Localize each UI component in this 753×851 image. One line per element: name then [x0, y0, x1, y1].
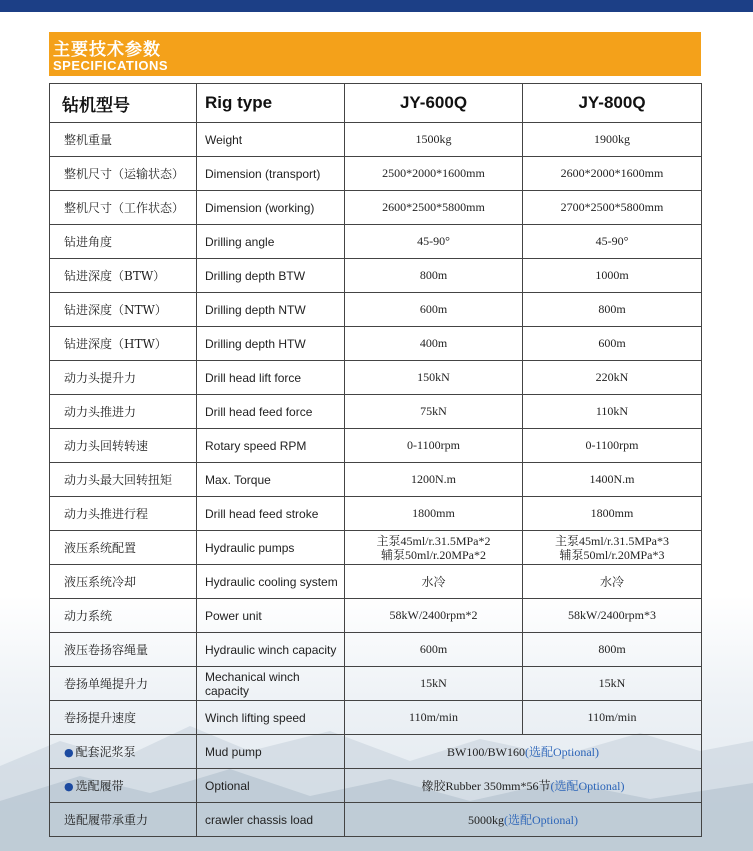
optional-note: (选配Optional) — [525, 745, 599, 759]
column-header-jy600q: JY-600Q — [345, 84, 523, 123]
value-jy600q: 600m — [345, 633, 523, 667]
row-label-cn: 动力头推进行程 — [50, 497, 197, 531]
value-jy600q: 110m/min — [345, 701, 523, 735]
row-label-en: Hydraulic winch capacity — [197, 633, 345, 667]
value-jy600q: 2600*2500*5800mm — [345, 191, 523, 225]
row-label-cn: 钻进深度（HTW） — [50, 327, 197, 361]
row-label-en: Mechanical winch capacity — [197, 667, 345, 701]
table-row — [50, 633, 702, 667]
table-row — [50, 463, 702, 497]
value-jy800q: 45-90° — [523, 225, 702, 259]
table-row — [50, 395, 702, 429]
row-label-cn: 液压系统冷却 — [50, 565, 197, 599]
table-row — [50, 259, 702, 293]
optional-note: (选配Optional) — [550, 779, 625, 793]
row-label-cn: 动力头提升力 — [50, 361, 197, 395]
value-jy800q: 15kN — [523, 667, 702, 701]
value-jy600q: 800m — [345, 259, 523, 293]
main-pump-value: 主泵45ml/r.31.5MPa*3 — [554, 533, 669, 548]
value-jy800q: 800m — [523, 293, 702, 327]
value-jy600q: 45-90° — [345, 225, 523, 259]
row-label-cn: 动力头推进力 — [50, 395, 197, 429]
row-label-text: 选配履带 — [75, 779, 124, 793]
table-row — [50, 429, 702, 463]
value-shared — [345, 803, 702, 837]
row-label-en: Drilling depth HTW — [197, 327, 345, 361]
value-jy600q: 15kN — [345, 667, 523, 701]
row-label-cn: 整机尺寸（运输状态） — [50, 157, 197, 191]
column-header-rig-type: Rig type — [197, 84, 345, 123]
row-label-en: Hydraulic pumps — [197, 531, 345, 565]
table-row — [50, 327, 702, 361]
table-row — [50, 293, 702, 327]
value-jy800q: 800m — [523, 633, 702, 667]
table-header-row — [50, 84, 702, 123]
row-label-en: Max. Torque — [197, 463, 345, 497]
row-label-cn: 卷扬单绳提升力 — [50, 667, 197, 701]
value-jy600q: 75kN — [345, 395, 523, 429]
row-label-cn: 液压卷扬容绳量 — [50, 633, 197, 667]
row-label-cn: 整机重量 — [50, 123, 197, 157]
row-label-cn: 动力系统 — [50, 599, 197, 633]
row-label-cn: 液压系统配置 — [50, 531, 197, 565]
optional-note: (选配Optional) — [504, 813, 578, 827]
row-label-cn — [50, 769, 197, 803]
value-shared — [345, 769, 702, 803]
table-row — [50, 191, 702, 225]
row-label-en: Winch lifting speed — [197, 701, 345, 735]
value-jy600q: 400m — [345, 327, 523, 361]
row-label-cn: 钻进深度（BTW） — [50, 259, 197, 293]
value-jy800q: 220kN — [523, 361, 702, 395]
table-row — [50, 531, 702, 565]
shared-value-text: 5000kg — [468, 813, 504, 827]
value-jy600q: 1800mm — [345, 497, 523, 531]
row-label-en: crawler chassis load — [197, 803, 345, 837]
row-label-cn: 动力头最大回转扭矩 — [50, 463, 197, 497]
value-jy800q: 110m/min — [523, 701, 702, 735]
table-row — [50, 361, 702, 395]
row-label-en: Weight — [197, 123, 345, 157]
row-label-en: Rotary speed RPM — [197, 429, 345, 463]
table-row — [50, 701, 702, 735]
row-label-en: Drilling angle — [197, 225, 345, 259]
value-jy800q: 水冷 — [523, 565, 702, 599]
column-header-cn: 钻机型号 — [50, 84, 197, 123]
shared-value-text: BW100/BW160 — [447, 745, 525, 759]
section-title-en: SPECIFICATIONS — [53, 58, 169, 73]
row-label-en: Power unit — [197, 599, 345, 633]
table-row — [50, 123, 702, 157]
table-row — [50, 769, 702, 803]
value-jy800q: 0-1100rpm — [523, 429, 702, 463]
table-row — [50, 565, 702, 599]
row-label-cn: 钻进深度（NTW） — [50, 293, 197, 327]
table-row — [50, 599, 702, 633]
table-row — [50, 157, 702, 191]
main-pump-value: 主泵45ml/r.31.5MPa*2 — [376, 533, 491, 548]
value-jy600q — [345, 531, 523, 565]
value-jy800q: 2700*2500*5800mm — [523, 191, 702, 225]
value-shared — [345, 735, 702, 769]
row-label-en: Drill head feed force — [197, 395, 345, 429]
row-label-text: 配套泥浆泵 — [75, 745, 136, 759]
top-bar — [0, 0, 753, 12]
aux-pump-value: 辅泵50ml/r.20MPa*2 — [380, 547, 486, 562]
table-row — [50, 225, 702, 259]
value-jy800q: 2600*2000*1600mm — [523, 157, 702, 191]
row-label-en: Drill head lift force — [197, 361, 345, 395]
table-row — [50, 667, 702, 701]
row-label-en: Drill head feed stroke — [197, 497, 345, 531]
value-jy800q — [523, 531, 702, 565]
aux-pump-value: 辅泵50ml/r.20MPa*3 — [559, 547, 665, 562]
bullet-icon: ● — [64, 746, 74, 759]
row-label-cn — [50, 735, 197, 769]
value-jy800q: 1900kg — [523, 123, 702, 157]
value-jy600q: 1500kg — [345, 123, 523, 157]
row-label-en: Drilling depth NTW — [197, 293, 345, 327]
value-jy600q: 0-1100rpm — [345, 429, 523, 463]
value-jy800q: 110kN — [523, 395, 702, 429]
row-label-en: Optional — [197, 769, 345, 803]
row-label-en: Drilling depth BTW — [197, 259, 345, 293]
value-jy600q: 1200N.m — [345, 463, 523, 497]
row-label-en: Mud pump — [197, 735, 345, 769]
value-jy600q: 58kW/2400rpm*2 — [345, 599, 523, 633]
value-jy600q: 600m — [345, 293, 523, 327]
section-title-cn: 主要技术参数 — [53, 40, 161, 59]
table-row — [50, 803, 702, 837]
bullet-icon: ● — [64, 780, 74, 793]
row-label-en: Hydraulic cooling system — [197, 565, 345, 599]
row-label-en: Dimension (working) — [197, 191, 345, 225]
section-header — [49, 32, 701, 76]
value-jy800q: 58kW/2400rpm*3 — [523, 599, 702, 633]
spec-table — [49, 83, 702, 837]
table-row — [50, 497, 702, 531]
value-jy800q: 1800mm — [523, 497, 702, 531]
value-jy600q: 2500*2000*1600mm — [345, 157, 523, 191]
value-jy600q: 水冷 — [345, 565, 523, 599]
shared-value-text: 橡胶Rubber 350mm*56节 — [421, 779, 551, 793]
row-label-cn: 卷扬提升速度 — [50, 701, 197, 735]
row-label-cn: 动力头回转转速 — [50, 429, 197, 463]
table-row — [50, 735, 702, 769]
value-jy600q: 150kN — [345, 361, 523, 395]
row-label-cn: 选配履带承重力 — [50, 803, 197, 837]
value-jy800q: 1400N.m — [523, 463, 702, 497]
value-jy800q: 600m — [523, 327, 702, 361]
column-header-jy800q: JY-800Q — [523, 84, 702, 123]
row-label-cn: 钻进角度 — [50, 225, 197, 259]
row-label-en: Dimension (transport) — [197, 157, 345, 191]
row-label-cn: 整机尺寸（工作状态） — [50, 191, 197, 225]
value-jy800q: 1000m — [523, 259, 702, 293]
